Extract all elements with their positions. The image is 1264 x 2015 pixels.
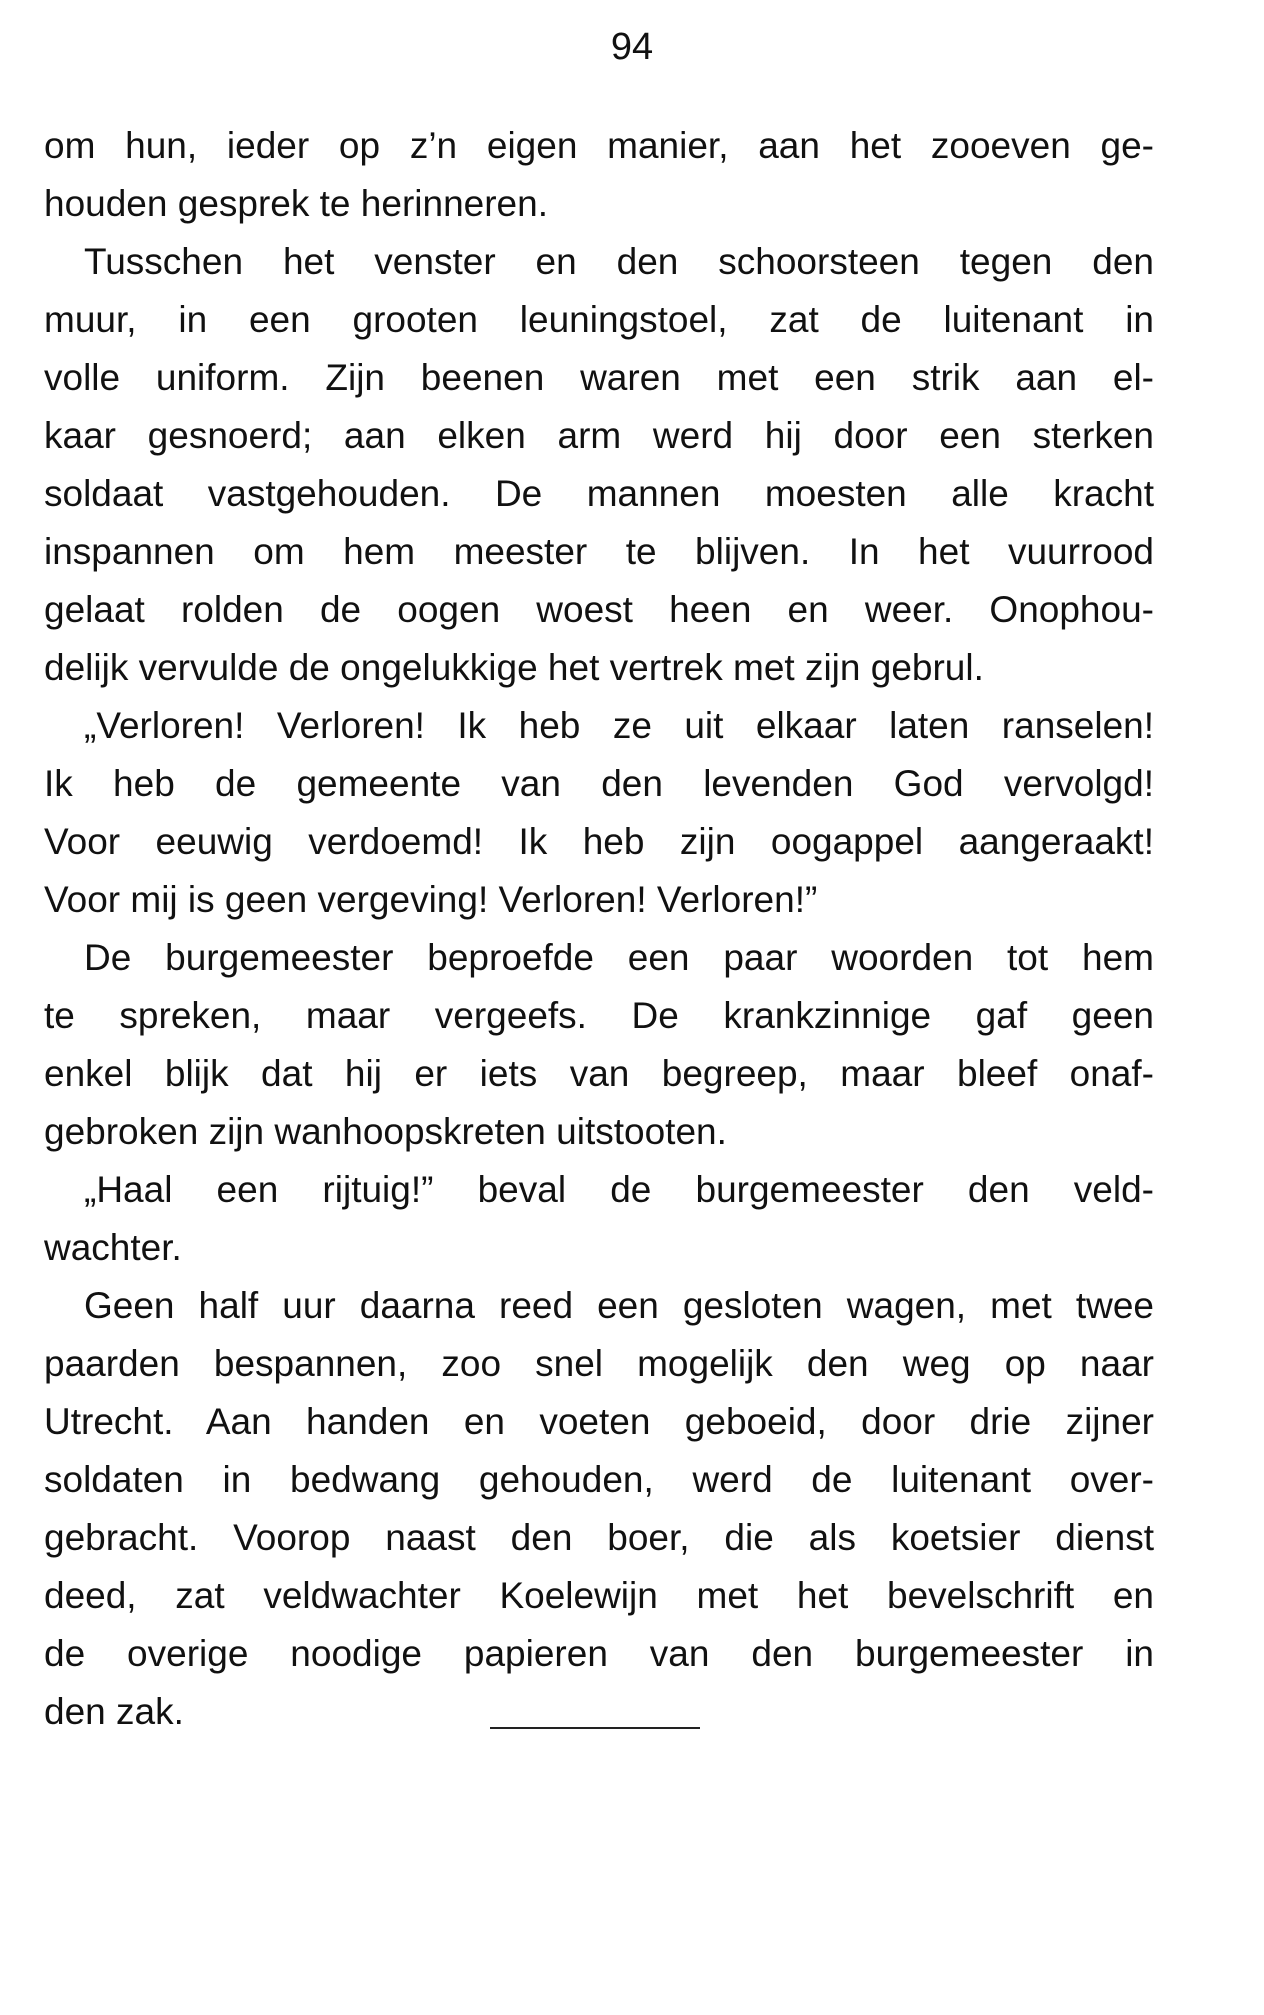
text-line: om hun, ieder op z’n eigen manier, aan het zooeven ge- (44, 125, 1154, 166)
closing-rule (490, 1727, 700, 1729)
text-line: gelaat rolden de oogen woest heen en weer. Onophou- (44, 589, 1154, 630)
body-text (44, 117, 1154, 1741)
text-line: muur, in een grooten leuningstoel, zat de luitenant in (44, 299, 1154, 340)
page-number: 94 (610, 26, 654, 68)
text-line: Voor mij is geen vergeving! Verloren! Verloren!” (44, 879, 818, 920)
text-line: soldaat vastgehouden. De mannen moesten alle kracht (44, 473, 1154, 514)
text-line: volle uniform. Zijn beenen waren met een strik aan el- (44, 357, 1154, 398)
text-line: soldaten in bedwang gehouden, werd de luitenant over- (44, 1459, 1154, 1500)
text-line: te spreken, maar vergeefs. De krankzinnige gaf geen (44, 995, 1154, 1036)
text-line: „Verloren! Verloren! Ik heb ze uit elkaar laten ranselen! (84, 705, 1154, 746)
text-line: Voor eeuwig verdoemd! Ik heb zijn oogappel aangeraakt! (44, 821, 1154, 862)
text-line: houden gesprek te herinneren. (44, 183, 548, 224)
text-line: inspannen om hem meester te blijven. In het vuurrood (44, 531, 1154, 572)
text-line: paarden bespannen, zoo snel mogelijk den weg op naar (44, 1343, 1154, 1384)
text-line: Geen half uur daarna reed een gesloten wagen, met twee (84, 1285, 1154, 1326)
text-line: wachter. (44, 1227, 182, 1268)
text-line: De burgemeester beproefde een paar woorden tot hem (84, 937, 1154, 978)
text-line: Ik heb de gemeente van den levenden God vervolgd! (44, 763, 1154, 804)
text-line: enkel blijk dat hij er iets van begreep, maar bleef onaf- (44, 1053, 1154, 1094)
text-line: deed, zat veldwachter Koelewijn met het bevelschrift en (44, 1575, 1154, 1616)
text-line: Utrecht. Aan handen en voeten geboeid, door drie zijner (44, 1401, 1154, 1442)
text-line: gebracht. Voorop naast den boer, die als koetsier dienst (44, 1517, 1154, 1558)
text-line: „Haal een rijtuig!” beval de burgemeester den veld- (84, 1169, 1154, 1210)
text-line: gebroken zijn wanhoopskreten uitstooten. (44, 1111, 727, 1152)
text-line: delijk vervulde de ongelukkige het vertrek met zijn gebrul. (44, 647, 984, 688)
text-line: den zak. (44, 1691, 184, 1732)
text-line: kaar gesnoerd; aan elken arm werd hij door een sterken (44, 415, 1154, 456)
text-line: de overige noodige papieren van den burgemeester in (44, 1633, 1154, 1674)
text-line: Tusschen het venster en den schoorsteen tegen den (84, 241, 1154, 282)
